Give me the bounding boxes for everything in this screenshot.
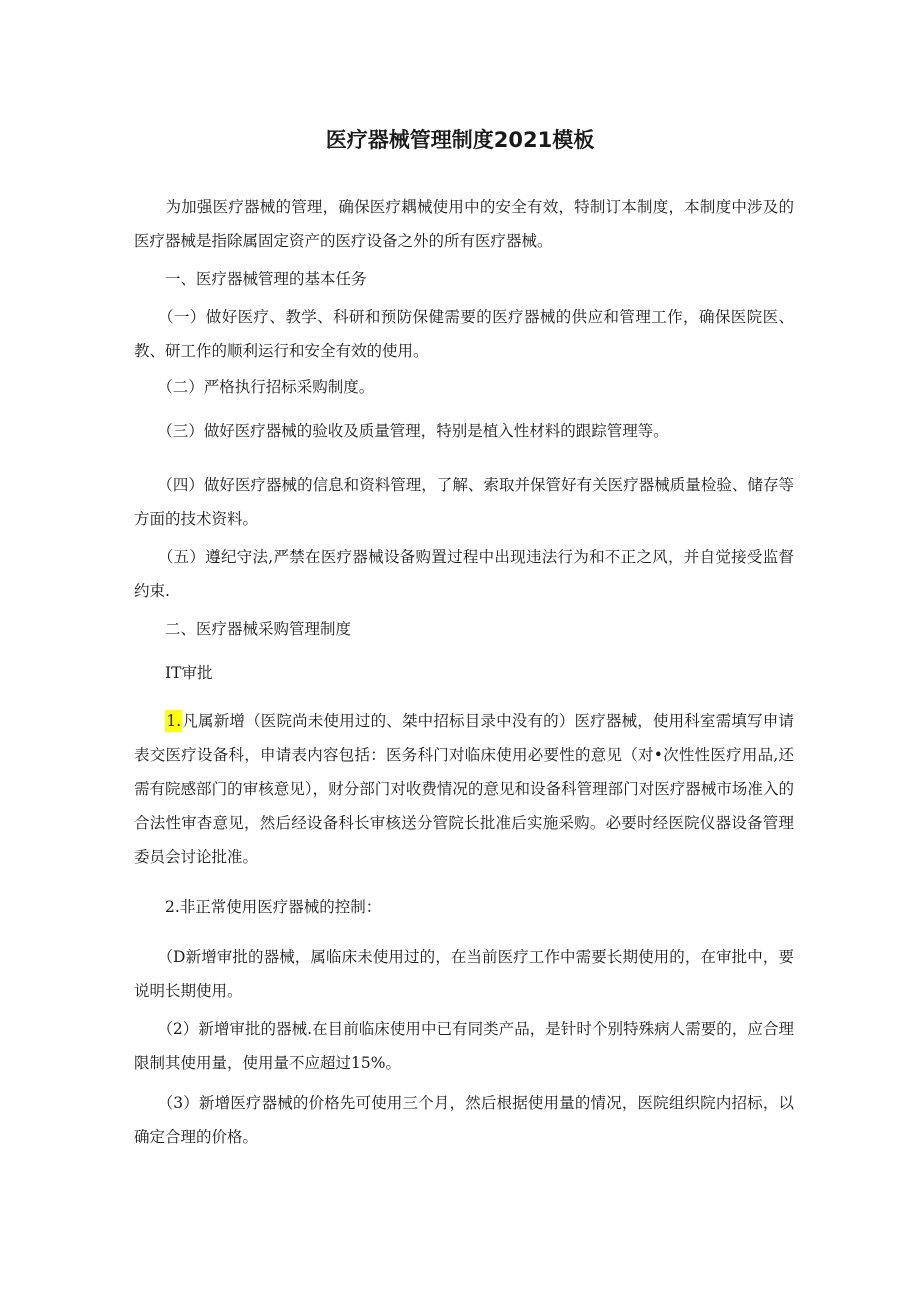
section1-item4: （四）做好医疗器械的信息和资料管理，了解、索取并保管好有关医疗器械质量检验、储存等方面的技术资料。 xyxy=(134,476,794,528)
section2-paragraph1-text: 凡属新增（医院尚未使用过的、桀中招标目录中没有的）医疗器械，使用科室需填写申请表交医疗设备科，申请表内容包括：医务科门对临床使用必要性的意见（对•次性性医疗用品,还需有院感部门的审核意见），财分部门对收费情况的意见和设备科管理部门对医疗器械市场准入的合法性审杳意见，然后经设备科长审核送分管院长批准后实施采购。必要时经医院仪器设备管理委员会讨论批准。 xyxy=(134,712,794,866)
intro-paragraph: 为加强医疗器械的管理，确保医疗耦械使用中的安全有效，特制订本制度，本制度中涉及的医疗器械是指除属固定资产的医疗设备之外的所有医疗器械。 xyxy=(134,198,794,250)
section1-item2: （二）严格执行招标采购制度。 xyxy=(134,378,375,396)
section2-paragraph3: （D新增审批的器械，属临床未使用过的，在当前医疗工作中需要长期使用的，在审批中，要说明长期使用。 xyxy=(134,948,794,1000)
section1-item3: （三）做好医疗器械的验收及质量管理，特别是植入性材料的跟踪管理等。 xyxy=(134,422,669,440)
section2-subheading: IT审批 xyxy=(134,664,213,682)
section1-item5: （五）遵纪守法,严禁在医疗器械设备购置过程中出现违法行为和不正之风，并自觉接受监督约束. xyxy=(134,548,794,600)
section1-heading: 一、医疗器械管理的基本任务 xyxy=(134,270,367,288)
section2-paragraph5: （3）新增医疗器械的价格先可使用三个月，然后根据使用量的情况，医院组织院内招标，以确定合理的价格。 xyxy=(134,1094,794,1146)
section2-heading: 二、医疗器械采购管理制度 xyxy=(134,620,352,638)
section2-paragraph1 xyxy=(134,704,794,874)
document-title: 医疗器械管理制度2021模板 xyxy=(325,128,595,152)
highlighted-number: 1. xyxy=(166,712,182,730)
section2-paragraph2: 2.非正常使用医疗器械的控制： xyxy=(134,898,382,916)
section1-item1: （一）做好医疗、教学、科研和预防保健需要的医疗器械的供应和管理工作，确保医院医、教、研工作的顺利运行和安全有效的使用。 xyxy=(134,308,794,360)
section2-paragraph4: （2）新增审批的器械.在目前临床使用中已有同类产品，是针时个别特殊病人需要的，应合理限制其使用量，使用量不应超过15%。 xyxy=(134,1020,794,1072)
